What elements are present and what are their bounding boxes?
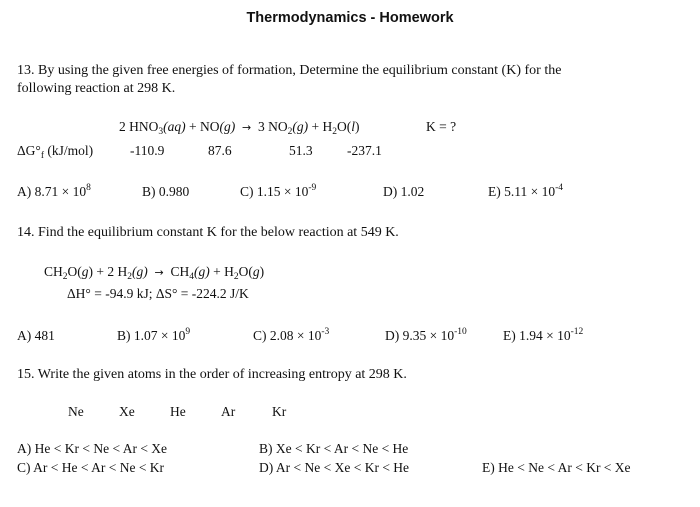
option-letter: A) xyxy=(17,328,32,343)
text: 1.02 xyxy=(400,184,425,199)
atom-kr: Kr xyxy=(272,404,287,419)
option-letter: C) xyxy=(240,184,254,199)
exponent: -10 xyxy=(454,327,467,337)
reaction-arrow-icon: → xyxy=(154,266,164,279)
subscript: f xyxy=(40,151,45,161)
text: O( xyxy=(336,119,352,134)
state-g: (g) xyxy=(194,264,210,279)
exponent: -4 xyxy=(555,183,564,193)
subscript: 4 xyxy=(189,272,194,282)
q14-option-b[interactable] xyxy=(117,328,190,344)
state-g: g xyxy=(81,264,89,279)
text: 9.35 × 10 xyxy=(402,328,455,343)
text: O( xyxy=(67,264,82,279)
state-g: g xyxy=(252,264,260,279)
k-unknown: K = ? xyxy=(426,119,457,134)
q15-option-e[interactable]: E) He < Ne < Ar < Kr < Xe xyxy=(482,460,631,475)
state-g: (g) xyxy=(219,119,236,134)
q14-option-a[interactable] xyxy=(17,328,55,344)
dg-value-hno3: -110.9 xyxy=(130,143,165,158)
dg-value-no: 87.6 xyxy=(208,143,232,158)
atom-he: He xyxy=(170,404,186,419)
text: 481 xyxy=(34,328,55,343)
option-letter: D) xyxy=(383,184,398,199)
state-aq: (aq) xyxy=(163,119,186,134)
product-h2o: + H xyxy=(213,264,234,279)
reactant-h2: + 2 H xyxy=(96,264,128,279)
question-14-text: 14. Find the equilibrium constant K for the below reaction at 549 K. xyxy=(17,225,399,240)
text: 1.07 × 10 xyxy=(133,328,186,343)
text: 8.71 × 10 xyxy=(34,184,87,199)
atom-xe: Xe xyxy=(119,404,135,419)
reaction-arrow-icon: → xyxy=(242,121,252,134)
state-g: (g) xyxy=(132,264,148,279)
text: ) xyxy=(88,264,94,279)
option-letter: C) xyxy=(253,328,267,343)
atom-ar: Ar xyxy=(221,404,236,419)
delta-g-label xyxy=(17,143,93,159)
text: ) xyxy=(354,119,360,134)
atom-ne: Ne xyxy=(68,404,84,419)
subscript: 2 xyxy=(233,272,239,282)
subscript: 2 xyxy=(127,272,133,282)
q13-option-c[interactable] xyxy=(240,184,316,200)
text: O( xyxy=(238,264,253,279)
state-g: (g) xyxy=(292,119,309,134)
option-letter: E) xyxy=(503,328,516,343)
text: 0.980 xyxy=(158,184,190,199)
page-title: Thermodynamics - Homework xyxy=(246,10,454,26)
subscript: 3 xyxy=(158,127,164,137)
question-13-reaction xyxy=(119,119,359,135)
text: 1.15 × 10 xyxy=(256,184,309,199)
text: ΔG° xyxy=(17,143,41,158)
option-letter: E) xyxy=(488,184,501,199)
q14-option-d[interactable] xyxy=(385,328,467,344)
q15-option-d[interactable]: D) Ar < Ne < Xe < Kr < He xyxy=(259,460,410,475)
q15-option-a[interactable]: A) He < Kr < Ne < Ar < Xe xyxy=(17,441,168,456)
text: 1.94 × 10 xyxy=(519,328,571,343)
exponent: -9 xyxy=(308,183,317,193)
dg-value-h2o: -237.1 xyxy=(347,143,382,158)
exponent: 8 xyxy=(86,183,91,193)
text: ) xyxy=(259,264,265,279)
question-13-text-line2: following reaction at 298 K. xyxy=(17,81,176,96)
product-ch4: CH xyxy=(170,264,190,279)
product-no2: 3 NO xyxy=(257,119,288,134)
exponent: 9 xyxy=(185,327,191,337)
q15-option-c[interactable]: C) Ar < He < Ar < Ne < Kr xyxy=(17,460,165,475)
product-h2o: + H xyxy=(311,119,333,134)
subscript: 2 xyxy=(287,127,293,137)
exponent: -3 xyxy=(321,327,330,337)
subscript: 2 xyxy=(332,127,337,137)
subscript: 2 xyxy=(62,272,68,282)
question-13-text-line1: 13. By using the given free energies of formation, Determine the equilibrium constant (K) for the xyxy=(17,63,562,78)
q13-option-d[interactable] xyxy=(383,184,424,200)
option-letter: A) xyxy=(17,184,32,199)
reactant-hno3: 2 HNO xyxy=(119,119,159,134)
q15-option-b[interactable]: B) Xe < Kr < Ar < Ne < He xyxy=(259,441,409,456)
option-letter: D) xyxy=(385,328,400,343)
q14-option-e[interactable] xyxy=(503,328,583,344)
q13-option-b[interactable] xyxy=(142,184,189,200)
question-15-text: 15. Write the given atoms in the order of increasing entropy at 298 K. xyxy=(17,367,407,382)
text: (kJ/mol) xyxy=(44,143,94,158)
question-14-reaction xyxy=(44,264,264,280)
exponent: -12 xyxy=(570,327,584,337)
text: 2.08 × 10 xyxy=(269,328,322,343)
q14-option-c[interactable] xyxy=(253,328,329,344)
q13-option-a[interactable] xyxy=(17,184,91,200)
state-l: l xyxy=(351,119,355,134)
option-letter: B) xyxy=(142,184,156,199)
dg-value-no2: 51.3 xyxy=(289,143,313,158)
reactant-no: + NO xyxy=(189,119,220,134)
text: 5.11 × 10 xyxy=(504,184,556,199)
q13-option-e[interactable] xyxy=(488,184,563,200)
thermo-values: ΔH° = -94.9 kJ; ΔS° = -224.2 J/K xyxy=(67,286,249,301)
option-letter: B) xyxy=(117,328,131,343)
reactant-ch2o: CH xyxy=(44,264,63,279)
